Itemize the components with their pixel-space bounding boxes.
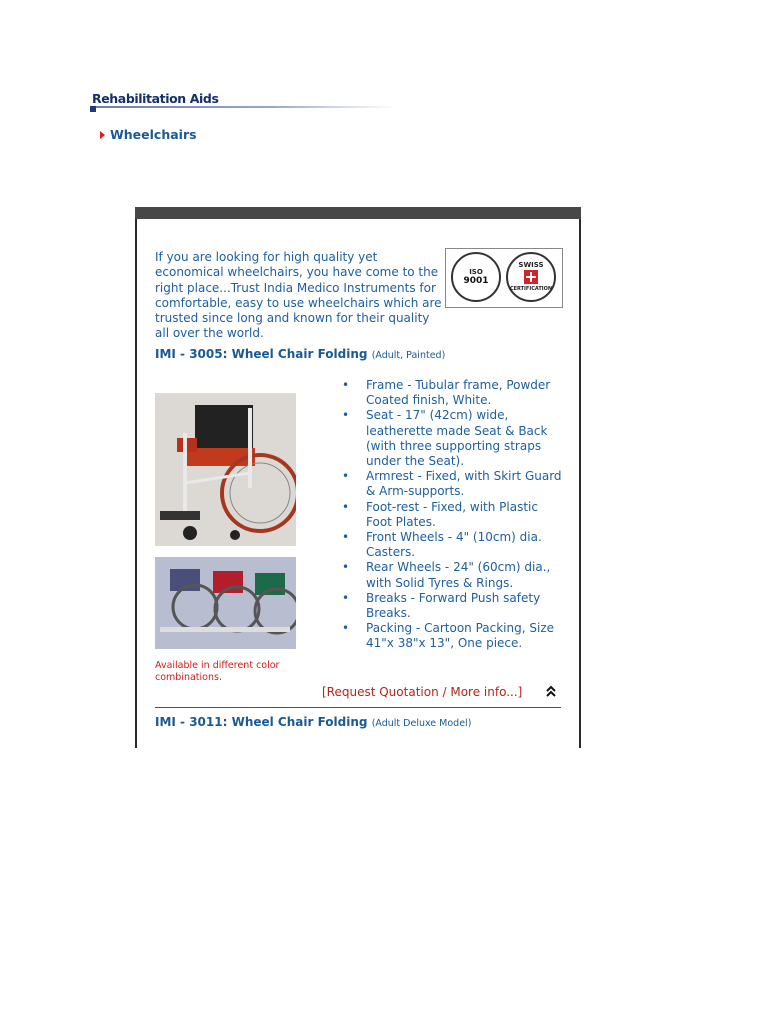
feature-item-breaks: • Breaks - Forward Push safety Breaks. [342,591,562,621]
swiss-cross-icon [524,270,538,284]
panel-top-bar [135,207,581,219]
request-quotation-link[interactable]: [Request Quotation / More info...] [322,685,523,699]
feature-item-frame: • Frame - Tubular frame, Powder Coated finish, White. [342,378,562,408]
panel-left-border [135,219,137,748]
wheelchair-illustration-icon [155,393,296,546]
availability-note: Available in different color combinations. [155,660,280,683]
panel-right-border [579,219,581,748]
wheelchair-photo [155,393,296,546]
certification-logos [445,248,563,308]
section-header [90,91,400,113]
product-title-3011 [155,715,471,729]
feature-list [342,378,562,652]
product-subtitle: (Adult Deluxe Model) [371,718,472,729]
product-divider [155,707,561,708]
iso-seal-top: ISO [469,268,483,276]
section-title: Rehabilitation Aids [92,91,219,106]
product-title-text: IMI - 3005: Wheel Chair Folding [155,347,368,361]
section-rule-marker [90,106,96,112]
swiss-certification-seal-icon [506,252,556,302]
product-subtitle: (Adult, Painted) [371,350,446,361]
wheelchairs-link[interactable] [100,126,197,142]
feature-item-footrest: • Foot-rest - Fixed, with Plastic Foot Plates. [342,500,562,530]
product-title-text: IMI - 3011: Wheel Chair Folding [155,715,368,729]
intro-text: If you are looking for high quality yet economical wheelchairs, you have come to the right place...Trust India Medico Instruments for comfortable, easy to use wheelchairs which are trusted since long and known for their quality all over the world. [155,250,442,341]
product-title-3005 [155,347,445,361]
iso-seal-number: 9001 [463,276,489,286]
color-variants-illustration-icon [155,557,296,649]
wheelchairs-link-label: Wheelchairs [110,126,197,142]
feature-item-packing: • Packing - Cartoon Packing, Size 41"x 38"x 13", One piece. [342,621,562,651]
red-arrow-icon [100,131,105,139]
feature-item-seat: • Seat - 17" (42cm) wide, leatherette made Seat & Back (with three supporting straps under the Seat). [342,408,562,469]
feature-item-front-wheels: • Front Wheels - 4" (10cm) dia. Casters. [342,530,562,560]
iso-9001-seal-icon [451,252,501,302]
feature-item-rear-wheels: • Rear Wheels - 24" (60cm) dia., with Solid Tyres & Rings. [342,560,562,590]
swiss-seal-top: SWISS [518,261,544,269]
section-rule [90,106,395,108]
wheelchair-color-variants-photo [155,557,296,649]
swiss-seal-bottom: CERTIFICATION [509,286,553,292]
feature-item-armrest: • Armrest - Fixed, with Skirt Guard & Arm-supports. [342,469,562,499]
double-chevron-up-icon[interactable] [544,683,558,699]
